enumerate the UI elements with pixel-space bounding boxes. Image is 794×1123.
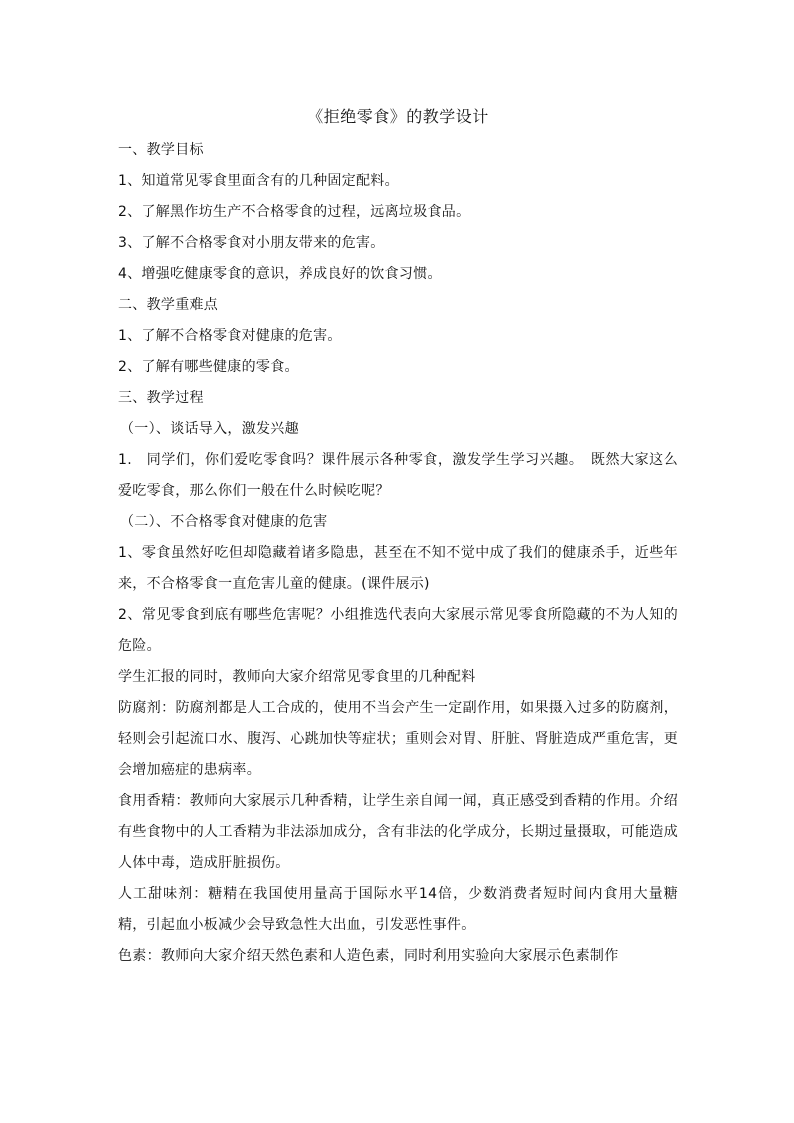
objective-item: 2、了解黑作坊生产不合格零食的过程，远离垃圾食品。 (118, 204, 471, 220)
ingredient-paragraph-sweetener: 人工甜味剂：糖精在我国使用量高于国际水平14倍，少数消费者短时间内食用大量糖精，引起血小板减少会导致急性大出血，引发恶性事件。 (118, 886, 678, 933)
objective-item: 4、增强吃健康零食的意识，养成良好的饮食习惯。 (118, 266, 442, 282)
process-paragraph: 1、零食虽然好吃但却隐藏着诸多隐患，甚至在不知不觉中成了我们的健康杀手，近些年来，不合格零食一直危害儿童的健康。(课件展示) (118, 545, 678, 592)
key-point-item: 1、了解不合格零食对健康的危害。 (118, 328, 342, 344)
section-heading-key-points: 二、教学重难点 (118, 297, 219, 313)
section-heading-objectives: 一、教学目标 (118, 142, 204, 158)
ingredient-paragraph-preservatives: 防腐剂：防腐剂都是人工合成的，使用不当会产生一定副作用，如果摄入过多的防腐剂，轻则会引起流口水、腹泻、心跳加快等症状；重则会对胃、肝脏、肾脏造成严重危害，更会增加癌症的患病率。 (118, 700, 678, 778)
section-heading-process: 三、教学过程 (118, 390, 204, 406)
subsection-heading-hazards: （二）、不合格零食对健康的危害 (120, 514, 328, 530)
ingredient-paragraph-flavoring: 食用香精：教师向大家展示几种香精，让学生亲自闻一闻，真正感受到香精的作用。介绍有些食物中的人工香精为非法添加成分，含有非法的化学成分，长期过量摄取，可能造成人体中毒，造成肝脏损伤。 (118, 793, 678, 871)
process-paragraph: 1. 同学们，你们爱吃零食吗？课件展示各种零食，激发学生学习兴趣。 既然大家这么爱吃零食，那么你们一般在什么时候吃呢？ (118, 452, 678, 499)
ingredient-paragraph-coloring: 色素：教师向大家介绍天然色素和人造色素，同时利用实验向大家展示色素制作 (118, 948, 619, 964)
process-paragraph: 2、常见零食到底有哪些危害呢？小组推选代表向大家展示常见零食所隐藏的不为人知的危险。 (118, 607, 678, 654)
document-body (118, 105, 678, 972)
process-paragraph: 学生汇报的同时，教师向大家介绍常见零食里的几种配料 (118, 669, 476, 685)
subsection-heading-intro: （一）、谈话导入，激发兴趣 (120, 421, 299, 437)
key-point-item: 2、了解有哪些健康的零食。 (118, 359, 299, 375)
objective-item: 1、知道常见零食里面含有的几种固定配料。 (118, 173, 399, 189)
objective-item: 3、了解不合格零食对小朋友带来的危害。 (118, 235, 385, 251)
document-title: 《拒绝零食》的教学设计 (307, 107, 489, 126)
